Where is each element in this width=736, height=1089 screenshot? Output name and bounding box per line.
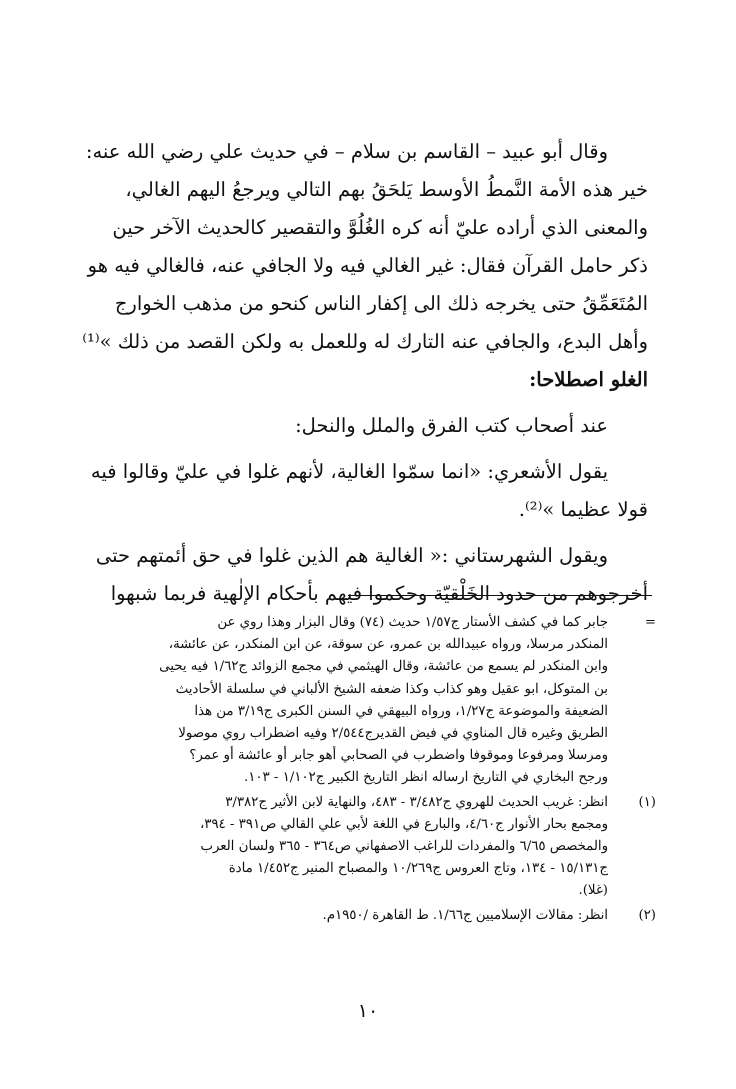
text-line: ويقول الشهرستاني :« الغالية هم الذين غلوا في حق أئمتهم حتى [95,544,608,567]
footnote-1 [76,792,656,903]
footnote-line: وابن المنكدر لم يسمع من عائشة، وقال الهيثمي في مجمع الزوائد ج١/٦٢ فيه يحيى [159,659,608,675]
text-line: يقول الأشعري: «انما سمّوا الغالية، لأنهم غلوا في عليّ وقالوا فيه [90,460,608,483]
footnote-marker: (١) [638,794,656,810]
footnote-continued [76,612,656,790]
footnote-2 [76,905,656,927]
section-heading: الغلو اصطلاحا: [529,368,648,391]
footnote-line: الضعيفة والموضوعة ج١/٢٧، ورواه البيهقي في السنن الكبرى ج٣/١٩ من هذا [194,703,608,719]
footnote-divider [348,595,652,596]
footnote-line: انظر: غريب الحديث للهروي ج٣/٤٨٢ - ٤٨٣، والنهاية لابن الأثير ج٣/٣٨٢ [225,794,608,810]
footnote-line: (غلا). [578,883,608,899]
footnote-line: ج١٥/١٣١ - ١٣٤، وتاج العروس ج١٠/٢٦٩ والمصباح المنير ج١/٤٥٢ مادة [228,861,608,877]
text-line: ذكر حامل القرآن فقال: غير الغالي فيه ولا الجافي عنه، فالغالي فيه هو [87,254,648,277]
footnote-line: الطريق وغيره قال المناوي في فيض القديرج٢/٥٤٤ وفيه اضطراب روي موصولا [178,726,608,742]
footnote-line: المنكدر مرسلا، ورواه عبيدالله بن عمرو، عن سوقة، عن ابن المنكدر، عن عائشة، [168,637,608,653]
footnote-line: بن المتوكل، ابو عقيل وهو كذاب وكذا ضعفه الشيخ الألباني في سلسلة الأحاديث [175,681,608,697]
footnote-line: ومرسلا ومرفوعا وموقوفا واضطرب في الصحابي أهو جابر أو عائشة أو عمر؟ [189,748,608,764]
footnote-marker: = [644,615,656,630]
footnote-line: والمخصص ٦/٦٥ والمفردات للراغب الاصفهاني ص٣٦٤ - ٣٦٥ ولسان العرب [200,839,608,855]
main-text [70,133,648,613]
text-line: قولا عظيما »⁽²⁾. [518,498,648,521]
footnote-line: ورجح البخاري في التاريخ ارساله انظر التاريخ الكبير ج١/١٠٢ - ١٠٣. [244,770,608,786]
text-line: المُتَعَمِّقُ حتى يخرجه ذلك الى إكفار الناس كنحو من مذهب الخوارج [114,292,648,315]
text-line: أخرجوهم من حدود الخَلْقيّة وحكموا فيهم بأحكام الإلٰهية فربما شبهوا [110,582,648,605]
text-line: والمعنى الذي أراده عليّ أنه كره الغُلُوَّ والتقصير كالحديث الآخر حين [112,216,648,239]
text-line: خير هذه الأمة النَّمطُ الأوسط يَلحَقُ بهم التالي ويرجعُ اليهم الغالي، [125,178,648,201]
footnote-line: انظر: مقالات الإسلاميين ج١/٦٦. ط القاهرة /١٩٥٠م. [322,907,608,923]
footnote-line: ومجمع بحار الأنوار ج٤/٦٠، والبارع في اللغة لأبي علي القالي ص٣٩١ - ٣٩٤، [199,816,608,832]
footnotes [76,612,656,929]
page-number: ١٠ [357,1000,379,1022]
text-line: وأهل البدع، والجافي عنه التارك له وللعمل به ولكن القصد من ذلك »⁽¹⁾ [82,330,648,353]
text-line: وقال أبو عبيد – القاسم بن سلام – في حديث علي رضي الله عنه: [85,140,608,163]
text-line: عند أصحاب كتب الفرق والملل والنحل: [295,414,608,437]
footnote-line: جابر كما في كشف الأستار ج١/٥٧ حديث (٧٤) وقال البزار وهذا روي عن [217,615,608,630]
footnote-marker: (٢) [638,907,656,923]
